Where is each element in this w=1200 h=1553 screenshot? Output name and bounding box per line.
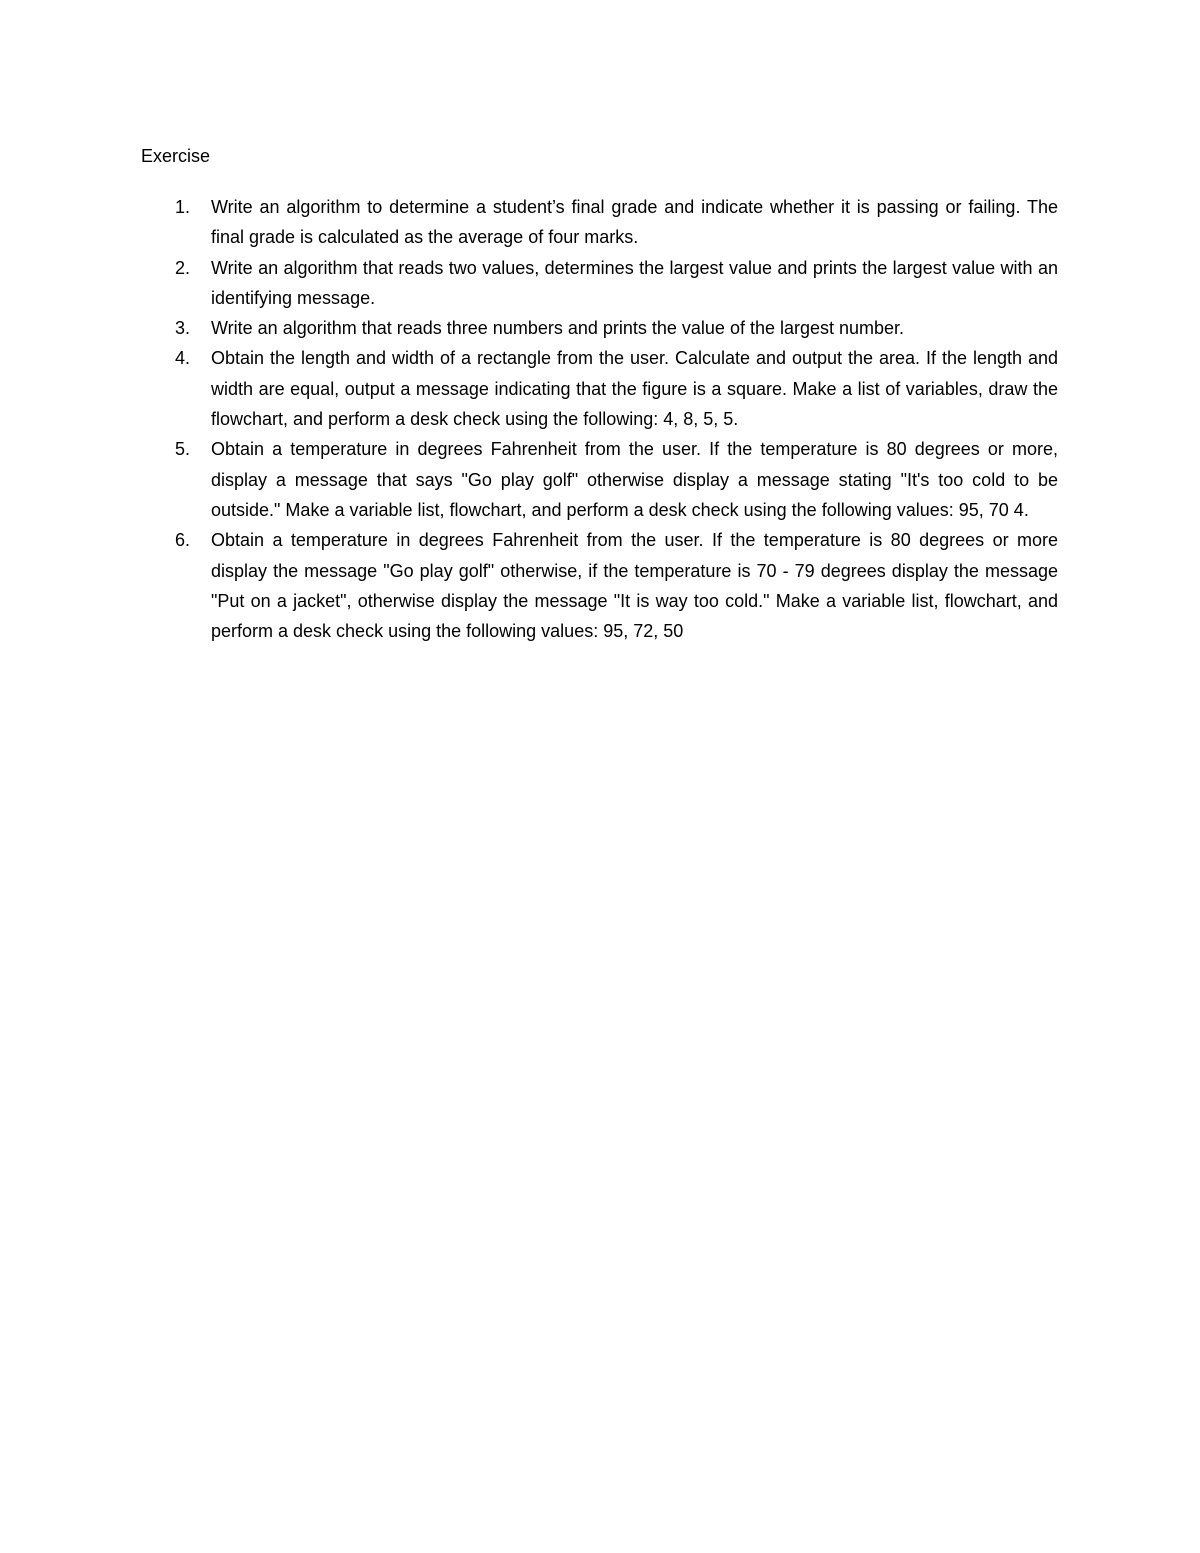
exercise-number: 1. (175, 197, 191, 217)
exercise-number: 2. (175, 257, 191, 278)
exercise-text: Write an algorithm that reads two values, determines the largest value and prints the largest value with an identifying message. (211, 257, 1058, 308)
exercise-item-3 (141, 313, 1058, 343)
exercise-number: 3. (175, 318, 191, 339)
exercise-number: 5. (175, 439, 191, 460)
exercise-text: Obtain a temperature in degrees Fahrenheit from the user. If the temperature is 80 degrees or more, display a message that says "Go play golf" otherwise display a message stating "It's too cold to be outside." Make a variable list, flowchart, and perform a desk check using the following values: 95, 70 4. (211, 439, 1058, 520)
exercise-number: 4. (175, 348, 191, 369)
exercise-list (141, 192, 1058, 646)
document-title: Exercise (141, 146, 211, 166)
exercise-item-6 (141, 525, 1058, 646)
exercise-item-1 (141, 192, 1058, 253)
exercise-number: 6. (175, 530, 191, 551)
exercise-item-4 (141, 343, 1058, 434)
exercise-item-2 (141, 253, 1058, 314)
exercise-text: Write an algorithm to determine a student’s final grade and indicate whether it is passing or failing. The final grade is calculated as the average of four marks. (211, 197, 1058, 248)
exercise-item-5 (141, 434, 1058, 525)
exercise-text: Obtain a temperature in degrees Fahrenheit from the user. If the temperature is 80 degrees or more display the message "Go play golf" otherwise, if the temperature is 70 - 79 degrees display the message "Put on a jacket", otherwise display the message "It is way too cold." Make a variable list, flowchart, and perform a desk check using the following values: 95, 72, 50 (211, 530, 1058, 642)
exercise-text: Write an algorithm that reads three numbers and prints the value of the largest number. (211, 318, 905, 339)
exercise-text: Obtain the length and width of a rectangle from the user. Calculate and output the area. If the length and width are equal, output a message indicating that the figure is a square. Make a list of variables, draw the flowchart, and perform a desk check using the following: 4, 8, 5, 5. (211, 348, 1058, 430)
